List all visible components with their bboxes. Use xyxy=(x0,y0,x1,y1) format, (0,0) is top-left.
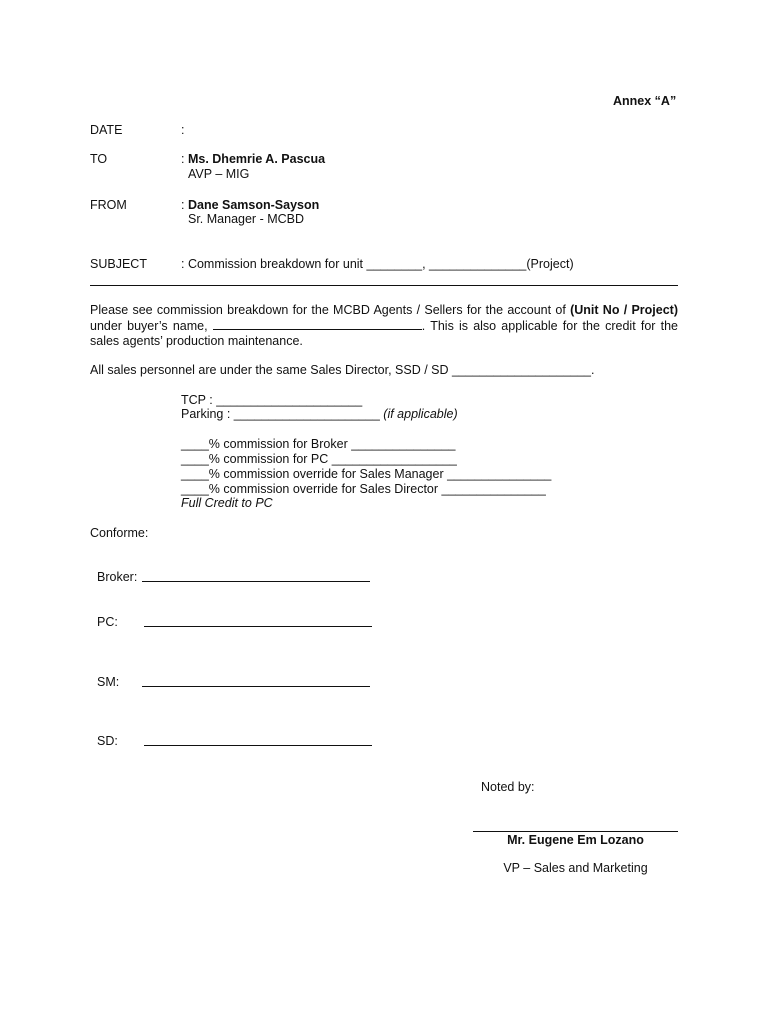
broker-signature-label: Broker: xyxy=(97,570,138,584)
to-prefix: : xyxy=(181,152,185,166)
to-label: TO xyxy=(90,152,108,166)
broker-commission-line: ____% commission for Broker _______________ xyxy=(181,437,456,451)
subject-label: SUBJECT xyxy=(90,257,147,271)
sm-override-line: ____% commission override for Sales Manager _______________ xyxy=(181,467,552,481)
full-credit-note: Full Credit to PC xyxy=(181,496,273,510)
noted-by-label: Noted by: xyxy=(481,780,535,794)
pc-signature-line xyxy=(144,615,372,631)
to-recipient xyxy=(181,152,325,167)
from-sender xyxy=(181,198,319,213)
p1-unit-project: (Unit No / Project) xyxy=(570,303,678,317)
sd-signature-line xyxy=(144,734,372,750)
sm-signature-line xyxy=(142,675,370,691)
conforme-label: Conforme: xyxy=(90,526,149,540)
sd-override-line: ____% commission override for Sales Director _______________ xyxy=(181,482,546,496)
buyer-name-blank xyxy=(213,318,422,330)
broker-signature-line xyxy=(142,570,370,586)
from-title: Sr. Manager - MCBD xyxy=(188,212,305,226)
subject-text: : Commission breakdown for unit ________, ______________(Project) xyxy=(181,257,574,271)
p1-text-c: . This is also applicable for the credit for the sales agents’ production maintenance. xyxy=(90,319,678,348)
pc-commission-line: ____% commission for PC __________________ xyxy=(181,452,457,466)
noted-signature-line xyxy=(473,831,678,832)
parking-text: Parking : _____________________ xyxy=(181,407,380,421)
from-prefix: : xyxy=(181,198,185,212)
to-title: AVP – MIG xyxy=(188,167,250,181)
body-paragraph-2: All sales personnel are under the same Sales Director, SSD / SD ____________________. xyxy=(90,363,595,377)
parking-line xyxy=(181,407,458,422)
header-divider xyxy=(90,285,678,286)
parking-note: (if applicable) xyxy=(383,407,458,421)
noted-name: Mr. Eugene Em Lozano xyxy=(507,833,644,847)
date-label: DATE xyxy=(90,123,123,137)
tcp-line: TCP : _____________________ xyxy=(181,393,363,407)
to-name: Ms. Dhemrie A. Pascua xyxy=(187,152,326,166)
noted-title: VP – Sales and Marketing xyxy=(503,861,648,875)
annex-label: Annex “A” xyxy=(613,94,677,108)
sd-signature-label: SD: xyxy=(97,734,118,748)
p1-text-b: under buyer’s name, xyxy=(90,319,213,333)
body-paragraph-1 xyxy=(90,303,678,349)
p1-text-a: Please see commission breakdown for the MCBD Agents / Sellers for the account of xyxy=(90,303,571,317)
from-name: Dane Samson-Sayson xyxy=(187,198,320,212)
date-separator: : xyxy=(181,123,185,137)
sm-signature-label: SM: xyxy=(97,675,120,689)
from-label: FROM xyxy=(90,198,127,212)
pc-signature-label: PC: xyxy=(97,615,118,629)
